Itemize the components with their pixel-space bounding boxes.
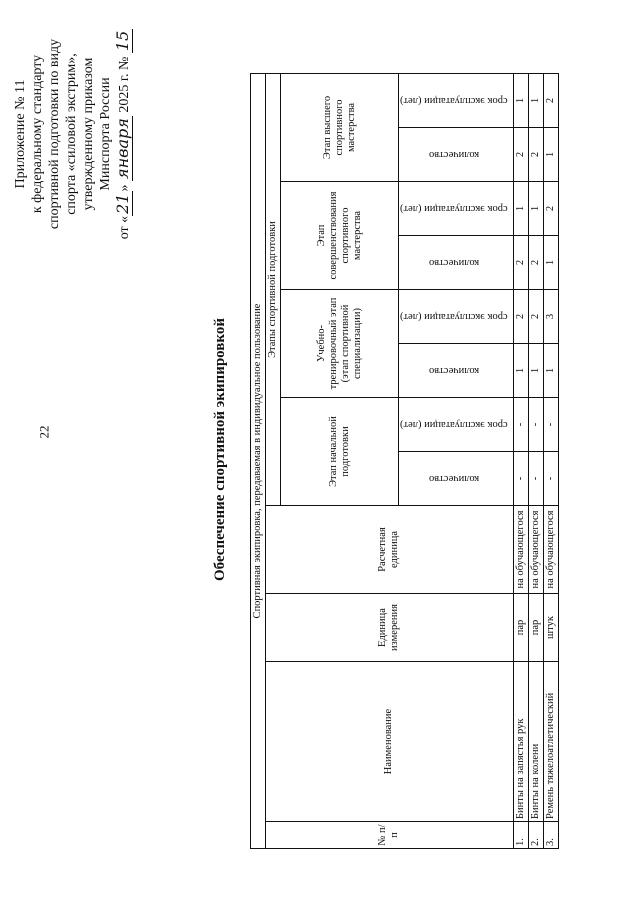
col-name-header: Наименование: [266, 662, 514, 822]
cell-name: Бинты на запястья рук: [513, 662, 528, 822]
cell-value: 2: [513, 290, 528, 344]
cell-value: 1: [513, 182, 528, 236]
table-top-header: Спортивная экипировка, передаваемая в индивидуальное пользование: [251, 73, 266, 848]
cell-number: 2.: [528, 822, 543, 849]
sub-header-term: срок эксплуатации (лет): [399, 182, 514, 236]
cell-value: 1: [513, 344, 528, 398]
sub-header-term: срок эксплуатации (лет): [399, 290, 514, 344]
cell-value: 2: [543, 73, 558, 127]
cell-value: 2: [528, 128, 543, 182]
cell-value: -: [513, 452, 528, 506]
sub-header-quantity: количество: [399, 344, 514, 398]
header-line: спортивной подготовки по виду: [47, 38, 62, 230]
sub-header-quantity: количество: [399, 452, 514, 506]
table-row: [513, 73, 528, 848]
cell-value: 2: [543, 182, 558, 236]
cell-unit: пар: [528, 594, 543, 662]
date-day: 21: [113, 193, 132, 214]
table-row: [543, 73, 558, 848]
stage-header: Этап высшего спортивного мастерства: [281, 73, 399, 181]
cell-value: 1: [528, 182, 543, 236]
document-title: Обеспечение спортивной экипировкой: [212, 318, 228, 582]
date-month: января: [113, 118, 132, 179]
col-unit-header: Единица измерения: [266, 594, 514, 662]
stage-header: Этап совершенствования спортивного мастерства: [281, 182, 399, 290]
header-line: Минспорта России: [98, 77, 113, 191]
stage-header: Этап начальной подготовки: [281, 398, 399, 506]
cell-value: 2: [513, 236, 528, 290]
cell-name: Ремень тяжелоатлетический: [543, 662, 558, 822]
equipment-table: [250, 73, 559, 849]
cell-number: 3.: [543, 822, 558, 849]
cell-value: 1: [543, 236, 558, 290]
stages-header: Этапы спортивной подготовки: [266, 73, 281, 505]
cell-unit: пар: [513, 594, 528, 662]
cell-number: 1.: [513, 822, 528, 849]
stage-header: Учебно-тренировочный этап (этап спортивной специализации): [281, 290, 399, 398]
cell-calc: на обучающегося: [543, 506, 558, 594]
cell-value: 1: [543, 128, 558, 182]
cell-value: -: [528, 398, 543, 452]
cell-value: 3: [543, 290, 558, 344]
cell-value: 1: [513, 73, 528, 127]
sub-header-quantity: количество: [399, 236, 514, 290]
cell-value: 1: [543, 344, 558, 398]
cell-value: 2: [528, 290, 543, 344]
appendix-header: [12, 9, 133, 259]
decree-line: от «21» января 2025 г. № 15: [113, 30, 132, 240]
table-row: [528, 73, 543, 848]
sub-header-term: срок эксплуатации (лет): [399, 398, 514, 452]
col-number-header: № п/п: [266, 822, 514, 849]
header-line: Приложение № 11: [13, 79, 28, 189]
cell-value: 2: [513, 128, 528, 182]
header-line: спорта «силовой экстрим»,: [64, 53, 79, 215]
cell-value: -: [543, 398, 558, 452]
header-line: к федеральному стандарту: [30, 54, 45, 214]
page-number: 22: [36, 425, 52, 439]
cell-value: 2: [528, 236, 543, 290]
cell-value: 1: [528, 344, 543, 398]
cell-calc: на обучающегося: [513, 506, 528, 594]
cell-value: -: [543, 452, 558, 506]
cell-value: -: [528, 452, 543, 506]
cell-calc: на обучающегося: [528, 506, 543, 594]
cell-value: 1: [528, 73, 543, 127]
cell-unit: штук: [543, 594, 558, 662]
cell-value: -: [513, 398, 528, 452]
sub-header-term: срок эксплуатации (лет): [399, 73, 514, 127]
col-calc-header: Расчетная единица: [266, 506, 514, 594]
cell-name: Бинты на колени: [528, 662, 543, 822]
header-line: утвержденному приказом: [81, 57, 96, 211]
decree-number: 15: [113, 30, 132, 52]
sub-header-quantity: количество: [399, 128, 514, 182]
